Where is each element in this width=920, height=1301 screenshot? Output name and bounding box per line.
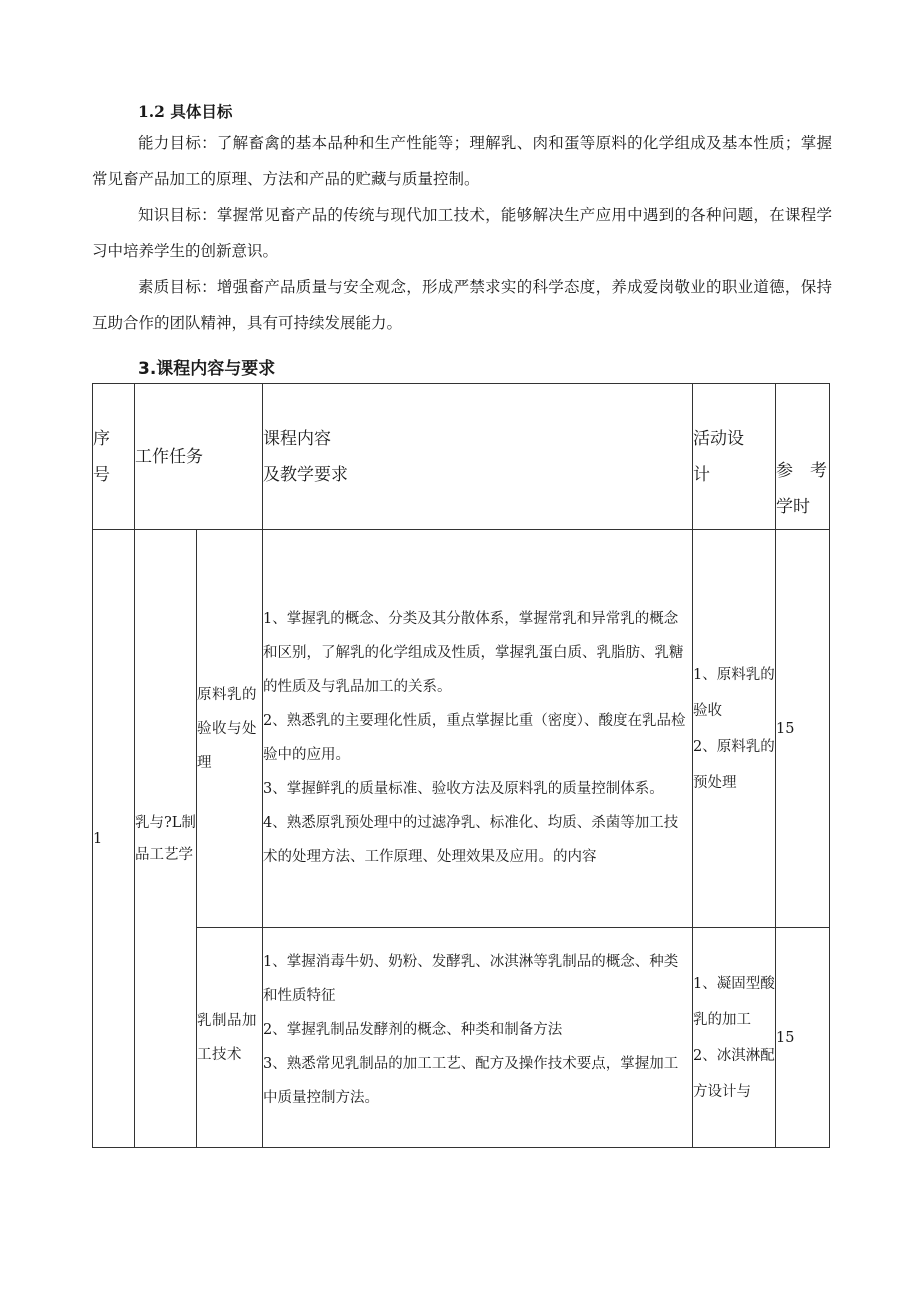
sub-task-activity: 1、凝固型酸乳的加工 2、冰淇淋配方设计与 bbox=[693, 928, 776, 1148]
section-heading-1-2: 1.2 具体目标 bbox=[138, 102, 233, 121]
row-index: 1 bbox=[93, 530, 135, 1148]
table-header-row bbox=[93, 384, 830, 530]
sub-task-name: 原料乳的验收与处理 bbox=[197, 530, 263, 928]
section-heading-3: 3.课程内容与要求 bbox=[138, 359, 276, 379]
course-table bbox=[92, 383, 830, 1148]
header-content: 课程内容 及教学要求 bbox=[263, 384, 693, 530]
table-row bbox=[93, 928, 830, 1148]
quality-objective: 素质目标：增强畜产品质量与安全观念，形成严禁求实的科学态度，养成爱岗敬业的职业道德，保持互助合作的团队精神，具有可持续发展能力。 bbox=[92, 278, 832, 332]
knowledge-objective: 知识目标：掌握常见畜产品的传统与现代加工技术，能够解决生产应用中遇到的各种问题，在课程学习中培养学生的创新意识。 bbox=[92, 206, 832, 260]
header-activity: 活动设 计 bbox=[693, 384, 776, 530]
sub-task-hours: 15 bbox=[776, 530, 830, 928]
sub-task-activity: 1、原料乳的验收 2、原料乳的预处理 bbox=[693, 530, 776, 928]
ability-objective: 能力目标：了解畜禽的基本品种和生产性能等；理解乳、肉和蛋等原料的化学组成及基本性质；掌握常见畜产品加工的原理、方法和产品的贮藏与质量控制。 bbox=[92, 134, 832, 188]
sub-task-hours: 15 bbox=[776, 928, 830, 1148]
header-index: 序 号 bbox=[93, 384, 135, 530]
table-row bbox=[93, 530, 830, 928]
header-hours: 参 考 学时 bbox=[776, 384, 830, 530]
row-task: 乳与?L制品工艺学 bbox=[135, 530, 197, 1148]
sub-task-name: 乳制品加工技术 bbox=[197, 928, 263, 1148]
sub-task-requirements: 1、掌握消毒牛奶、奶粉、发酵乳、冰淇淋等乳制品的概念、种类和性质特征 2、掌握乳制品发酵剂的概念、种类和制备方法 3、熟悉常见乳制品的加工工艺、配方及操作技术要点，掌握加工中质量控制方法。 bbox=[263, 928, 693, 1148]
sub-task-requirements: 1、掌握乳的概念、分类及其分散体系，掌握常乳和异常乳的概念和区别，了解乳的化学组成及性质，掌握乳蛋白质、乳脂肪、乳糖的性质及与乳品加工的关系。 2、熟悉乳的主要理化性质，重点掌握比重（密度）、酸度在乳品检验中的应用。 3、掌握鲜乳的质量标准、验收方法及原料乳的质量控制体系。 4、熟悉原乳预处理中的过滤净乳、标准化、均质、杀菌等加工技术的处理方法、工作原理、处理效果及应用。的内容 bbox=[263, 530, 693, 928]
header-task: 工作任务 bbox=[135, 384, 263, 530]
